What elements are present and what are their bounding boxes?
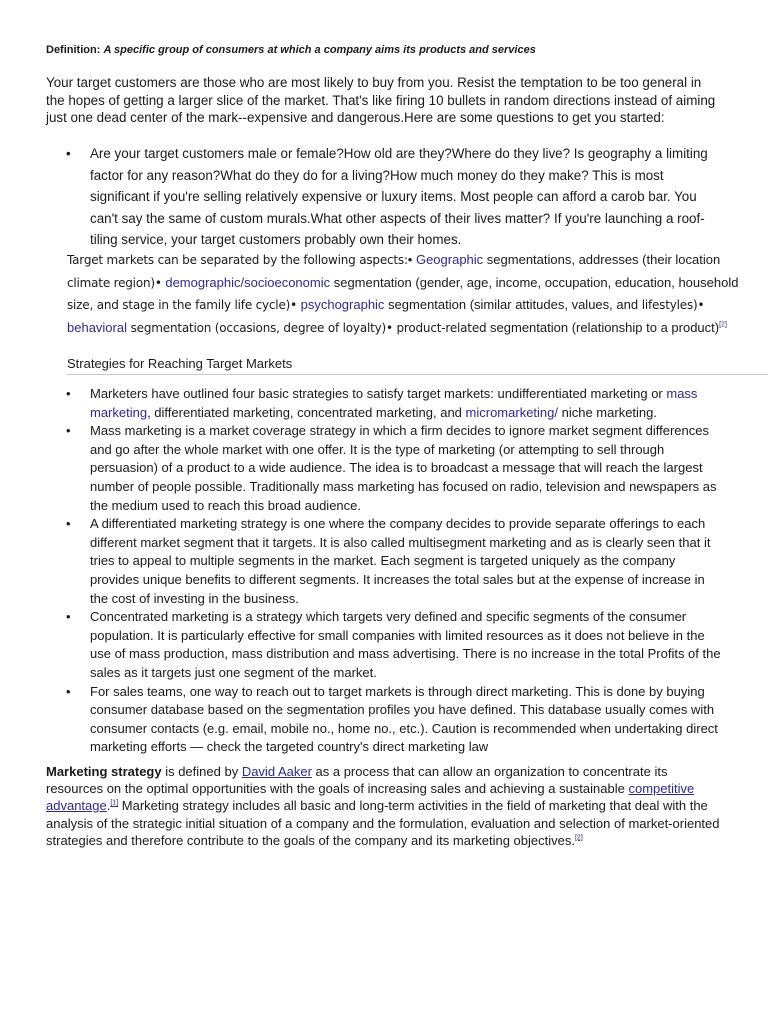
list-item: • Concentrated marketing is a strategy which targets very defined and specific segments of the consumer population. It is particularly effective for small companies with limited resources as it does not believe in the use of mass production, mass distribution and mass advertising. There is no increase in the total Profits of the sales as it targets just one segment of the market. <box>46 608 722 682</box>
paragraph-text: is defined by <box>161 764 242 779</box>
list-item-text: niche marketing. <box>558 404 657 420</box>
competitive-advantage-link[interactable]: competitive advantage <box>46 781 695 814</box>
aspects-text: size, and stage in the family life cycle)• <box>67 298 301 313</box>
reference-link[interactable]: [1] <box>110 800 119 808</box>
list-item: • Mass marketing is a market coverage strategy in which a firm decides to ignore market segment differences and go after the whole market with one offer. It is the type of marketing (or attempting to sell through persuasion) of a product to a wide audience. The idea is to broadcast a message that will reach the largest number of people possible. Traditionally mass marketing has focused on radio, television and newspapers as the medium used to reach this broad audience. <box>46 422 722 515</box>
intro-paragraph: Your target customers are those who are most likely to buy from you. Resist the temptation to be too general in the hopes of getting a larger slice of the market. That's like firing 10 bullets in random directions instead of aiming just one dead center of the mark--expensive and dangerous.Here are some questions to get you started: <box>46 75 716 125</box>
micromarketing-link[interactable]: micromarketing/ <box>465 404 558 420</box>
marketing-strategy-term: Marketing strategy <box>46 764 162 779</box>
paragraph-text: as a process that can allow an organization to concentrate its resources on the optimal opportunities with the goals of increasing sales and achieving a sustainable <box>46 764 668 797</box>
definition-text: A specific group of consumers at which a company aims its products and services <box>103 44 536 56</box>
list-item-text: Marketers have outlined four basic strategies to satisfy target markets: undifferentiated marketing or <box>90 386 667 401</box>
list-item: • Are your target customers male or female?How old are they?Where do they live? Is geography a limiting factor for any reason?What do they do for a living?How much money do they make? This is most significant if you're selling relatively expensive or luxury items. Most people can afford a carob bar. You can't say the same of custom murals.What other aspects of their lives matter? If you're launching a roof-tiling service, your target customers probably own their homes. <box>46 143 722 251</box>
aspects-text: segmentation (gender, age, income, occupation, education, household <box>330 274 739 290</box>
aspects-text: segmentations, addresses (their location <box>483 252 721 267</box>
aspects-text: lifestyles)• <box>641 298 705 313</box>
geographic-link[interactable]: Geographic <box>415 252 484 267</box>
behavioral-link[interactable]: behavioral <box>67 319 127 335</box>
definition-label: Definition: <box>46 44 101 56</box>
reference-link[interactable]: [2] <box>719 321 727 329</box>
psychographic-link[interactable]: psychographic <box>300 297 385 313</box>
david-aaker-link[interactable]: David Aaker <box>241 764 312 779</box>
marketing-strategy-paragraph <box>46 763 726 849</box>
aspects-text: segmentation (relationship to a product) <box>486 319 720 335</box>
demographic-link[interactable]: demographic/socioeconomic <box>165 274 331 290</box>
mass-marketing-link[interactable]: mass marketing <box>90 386 698 420</box>
reference-link[interactable]: [2] <box>574 834 583 842</box>
list-item: • For sales teams, one way to reach out to target markets is through direct marketing. This is done by buying consumer database based on the segmentation profiles you have defined. This database usually comes with consumer contacts (e.g. email, mobile no., home no., etc.). Caution is recommended when undertaking direct marketing efforts — check the targeted country's direct marketing law <box>46 683 722 757</box>
aspects-text: segmentation (similar attitudes, values, and <box>384 297 642 313</box>
paragraph-text: Marketing strategy includes all basic and long-term activities in the field of marketing that deal with the analysis of the strategic initial situation of a company and the formulation, evaluation and selection of market-oriented strategies and therefore contribute to the goals of the company and its marketing objectives. <box>46 798 720 848</box>
list-item <box>46 385 722 422</box>
aspects-text: segmentation (occasions, degree of loyalty)• product-related <box>127 320 487 335</box>
strategies-heading: Strategies for Reaching Target Markets <box>67 355 768 375</box>
list-item-text: , differentiated marketing, concentrated marketing, and <box>147 404 466 420</box>
aspects-paragraph <box>67 249 743 339</box>
aspects-text: • <box>407 252 416 267</box>
paragraph-text: . <box>106 798 111 814</box>
definition-line <box>46 44 536 56</box>
list-item: • A differentiated marketing strategy is one where the company decides to provide separate offerings to each different market segment that it targets. It is also called multisegment marketing and as is clearly seen that it tries to appeal to multiple segments in the market. Each segment is targeted uniquely as the company provides unique benefits to different segments. It increases the total sales but at the expense of increase in the cost of investing in the business. <box>46 515 722 608</box>
aspects-text: Target markets can be separated by the following aspects: <box>67 253 408 267</box>
strategies-list <box>46 385 722 757</box>
aspects-text: climate region)• <box>67 275 166 290</box>
questions-list <box>46 143 722 251</box>
